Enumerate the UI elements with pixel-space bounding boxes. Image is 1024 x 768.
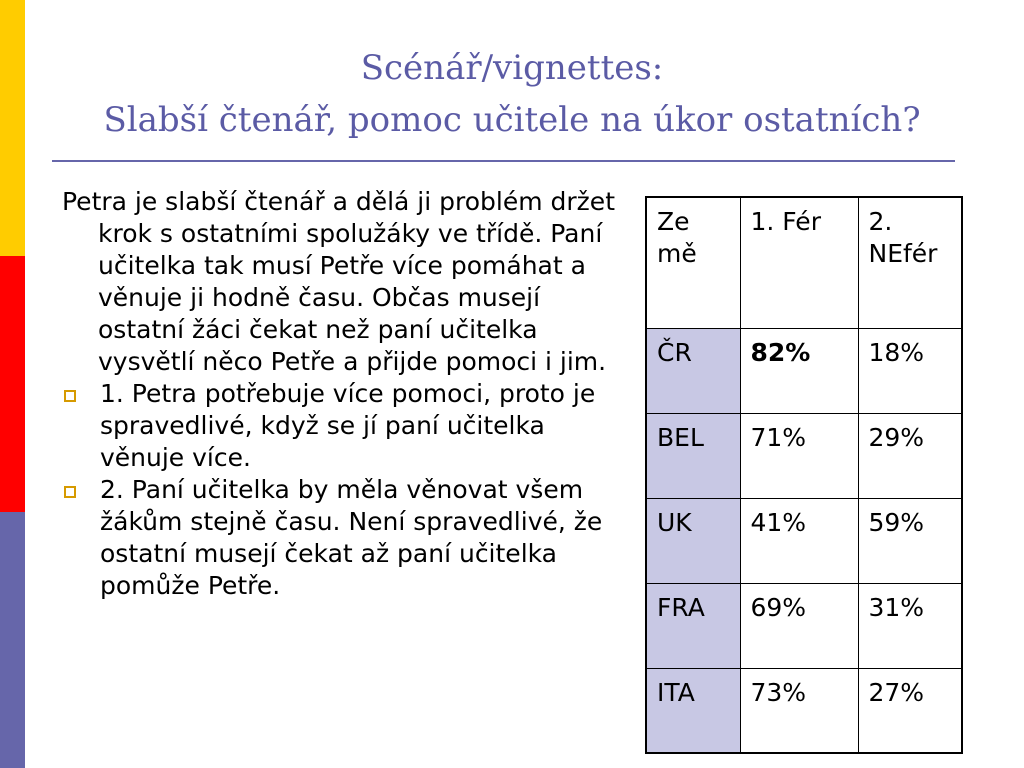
fair-percent-cell: 41%: [740, 498, 858, 583]
fair-percent-cell: 71%: [740, 413, 858, 498]
slide-title-line-2: Slabší čtenář, pomoc učitele na úkor ostatních?: [103, 100, 921, 140]
accent-stripe-red: [0, 256, 25, 512]
slide-title-line-1: Scénář/vignettes:: [360, 48, 664, 88]
fair-percent-cell: 73%: [740, 668, 858, 753]
table-row: [646, 498, 962, 583]
unfair-percent-cell: 27%: [858, 668, 962, 753]
header-cell-country: Ze mě: [646, 197, 740, 328]
bullet-option-1-text: 1. Petra potřebuje více pomoci, proto je spravedlivé, když se jí paní učitelka věnuje více.: [100, 379, 596, 472]
square-bullet-icon: [64, 390, 76, 402]
table-header-row: [646, 197, 962, 328]
unfair-percent-cell: 18%: [858, 328, 962, 413]
table-row: [646, 328, 962, 413]
square-bullet-icon: [64, 486, 76, 498]
unfair-percent-cell: 59%: [858, 498, 962, 583]
fair-percent-cell: 82%: [740, 328, 858, 413]
country-cell: BEL: [646, 413, 740, 498]
scenario-paragraph: Petra je slabší čtenář a dělá ji problém držet krok s ostatními spolužáky ve třídě. Paní učitelka tak musí Petře více pomáhat a věnuje ji hodně času. Občas musejí ostatní žáci čekat než paní učitelka vysvětlí něco Petře a přijde pomoci i jim.: [62, 187, 615, 376]
country-cell: ČR: [646, 328, 740, 413]
slide-body: [62, 186, 622, 602]
country-cell: FRA: [646, 583, 740, 668]
unfair-percent-cell: 29%: [858, 413, 962, 498]
unfair-percent-cell: 31%: [858, 583, 962, 668]
bullet-option-2: [62, 474, 622, 602]
table-row: [646, 413, 962, 498]
bullet-option-1: [62, 378, 622, 474]
country-cell: ITA: [646, 668, 740, 753]
table-row: [646, 668, 962, 753]
accent-stripe-purple: [0, 512, 25, 768]
slide-title: [40, 42, 984, 146]
fair-percent-cell: 69%: [740, 583, 858, 668]
table-row: [646, 583, 962, 668]
country-cell: UK: [646, 498, 740, 583]
title-divider: [52, 160, 955, 162]
bullet-option-2-text: 2. Paní učitelka by měla věnovat všem žákům stejně času. Není spravedlivé, že ostatní musejí čekat až paní učitelka pomůže Petře.: [100, 475, 603, 600]
header-cell-unfair: 2. NEfér: [858, 197, 962, 328]
header-cell-fair: 1. Fér: [740, 197, 858, 328]
results-table: [645, 196, 963, 754]
accent-stripe-yellow: [0, 0, 25, 256]
